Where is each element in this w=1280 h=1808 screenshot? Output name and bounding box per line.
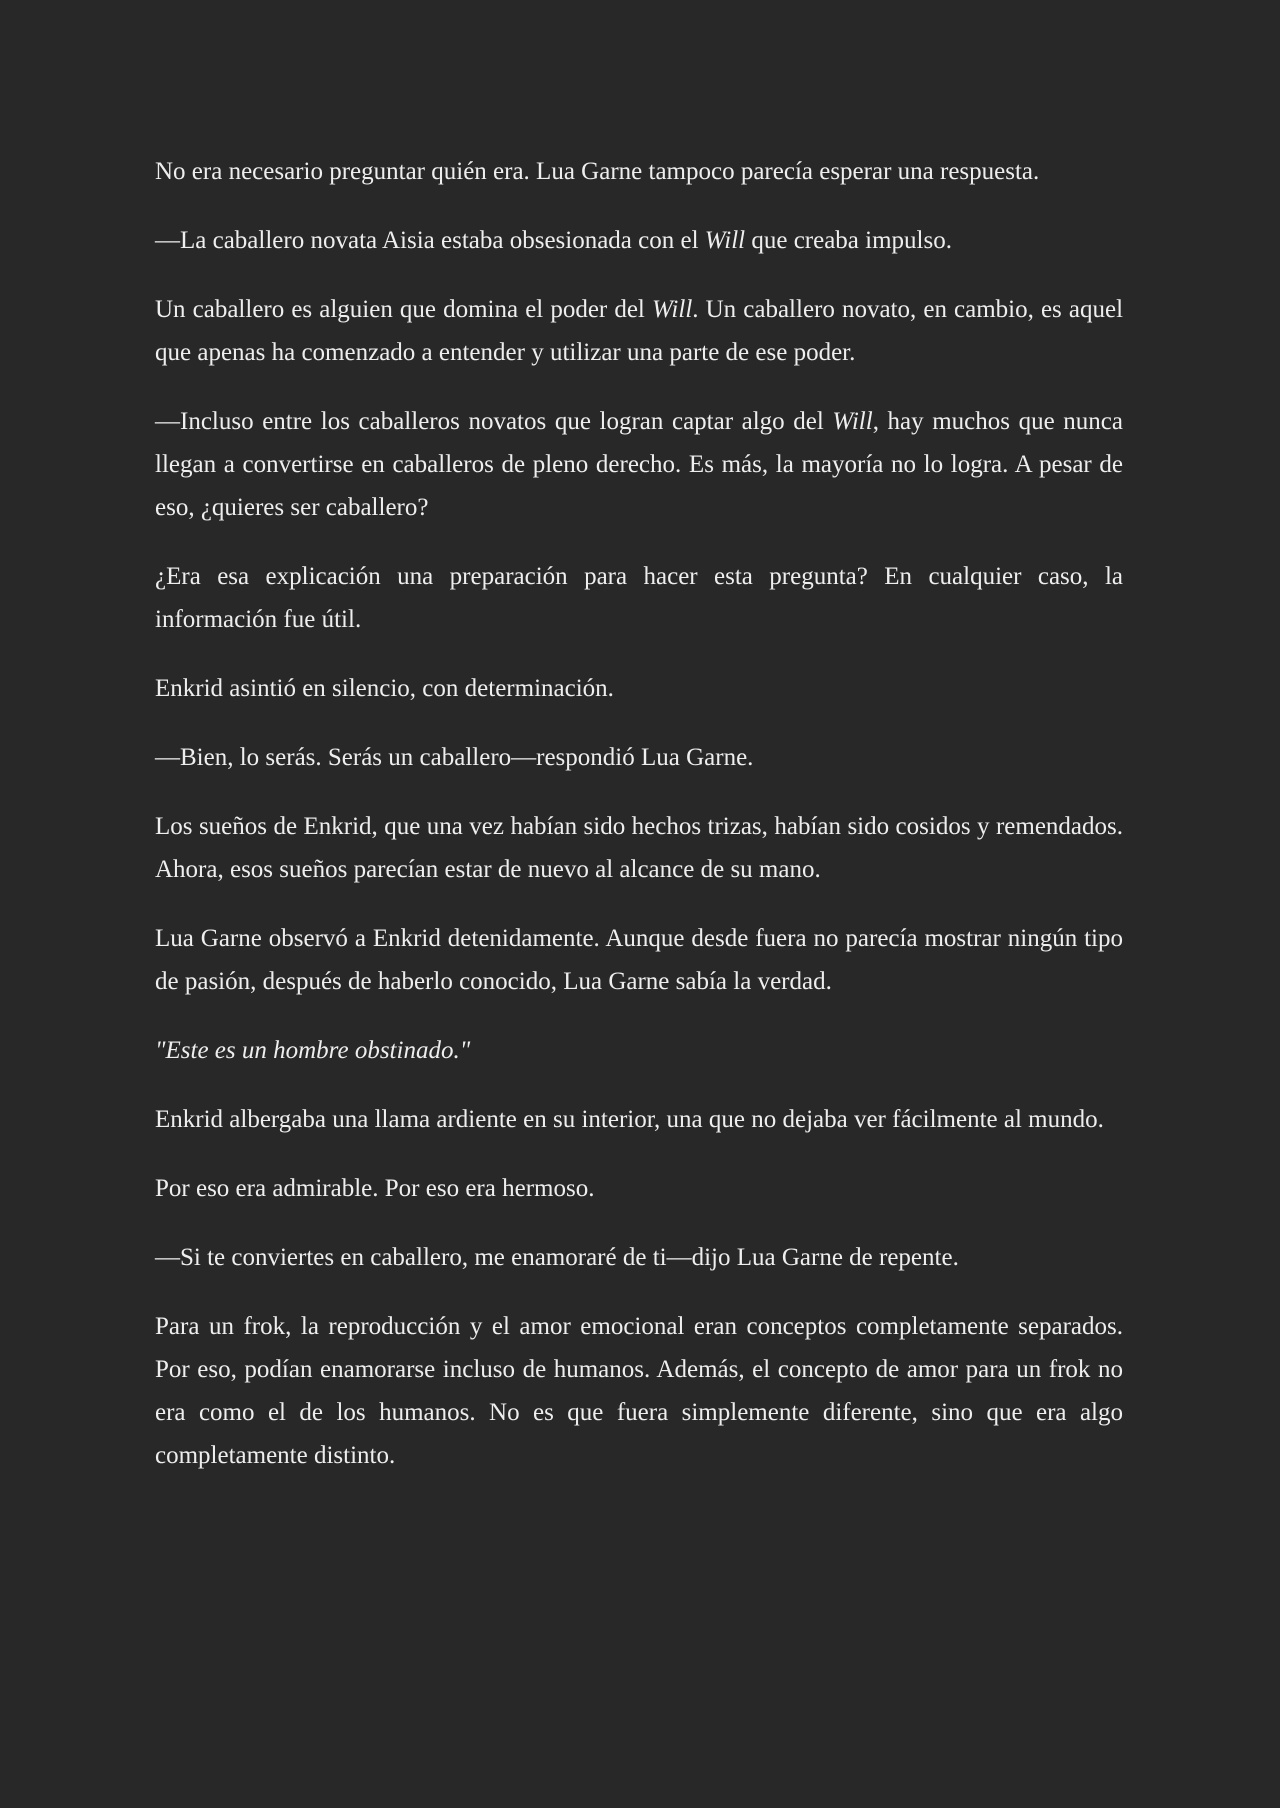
- reader-page: [155, 150, 1123, 1477]
- paragraph-2: [155, 219, 1123, 262]
- paragraph-12: Por eso era admirable. Por eso era hermoso.: [155, 1175, 595, 1202]
- paragraph-3: [155, 288, 1123, 374]
- paragraph-10-thought: "Este es un hombre obstinado.": [155, 1037, 471, 1064]
- paragraph-14: Para un frok, la reproducción y el amor emocional eran conceptos completamente separados. Por eso, podían enamorarse incluso de humanos. Además, el concepto de amor para un frok no era como el de los humanos. No es que fuera simplemente diferente, sino que era algo completamente distinto.: [155, 1313, 1123, 1469]
- paragraph-13: —Si te conviertes en caballero, me enamoraré de ti—dijo Lua Garne de repente.: [155, 1244, 959, 1271]
- paragraph-1: No era necesario preguntar quién era. Lua Garne tampoco parecía esperar una respuesta.: [155, 158, 1040, 185]
- paragraph-8: Los sueños de Enkrid, que una vez habían sido hechos trizas, habían sido cosidos y remendados. Ahora, esos sueños parecían estar de nuevo al alcance de su mano.: [155, 813, 1123, 883]
- paragraph-7: —Bien, lo serás. Serás un caballero—respondió Lua Garne.: [155, 744, 754, 771]
- paragraph-4-text-a: —Incluso entre los caballeros novatos que logran captar algo del: [155, 408, 833, 435]
- paragraph-9: Lua Garne observó a Enkrid detenidamente. Aunque desde fuera no parecía mostrar ningún tipo de pasión, después de haberlo conocido, Lua Garne sabía la verdad.: [155, 925, 1123, 995]
- paragraph-2-emphasis: Will: [704, 227, 746, 254]
- paragraph-2-text-a: —La caballero novata Aisia estaba obsesionada con el: [155, 227, 705, 254]
- paragraph-4-text-b: , hay muchos que nunca llegan a convertirse en caballeros de pleno derecho. Es más, la mayoría no lo logra. A pesar de eso, ¿quieres ser caballero?: [155, 408, 1123, 521]
- paragraph-6: Enkrid asintió en silencio, con determinación.: [155, 675, 614, 702]
- paragraph-10: [155, 1029, 1123, 1072]
- paragraph-3-emphasis: Will: [651, 296, 693, 323]
- paragraph-2-text-b: que creaba impulso.: [745, 227, 952, 254]
- paragraph-5: ¿Era esa explicación una preparación para hacer esta pregunta? En cualquier caso, la información fue útil.: [155, 563, 1123, 633]
- paragraph-3-text-b: . Un caballero novato, en cambio, es aquel que apenas ha comenzado a entender y utilizar una parte de ese poder.: [155, 296, 1124, 366]
- paragraph-11: Enkrid albergaba una llama ardiente en su interior, una que no dejaba ver fácilmente al mundo.: [155, 1106, 1104, 1133]
- paragraph-3-text-a: Un caballero es alguien que domina el poder del: [155, 296, 652, 323]
- paragraph-4: [155, 400, 1123, 529]
- paragraph-4-emphasis: Will: [832, 408, 873, 435]
